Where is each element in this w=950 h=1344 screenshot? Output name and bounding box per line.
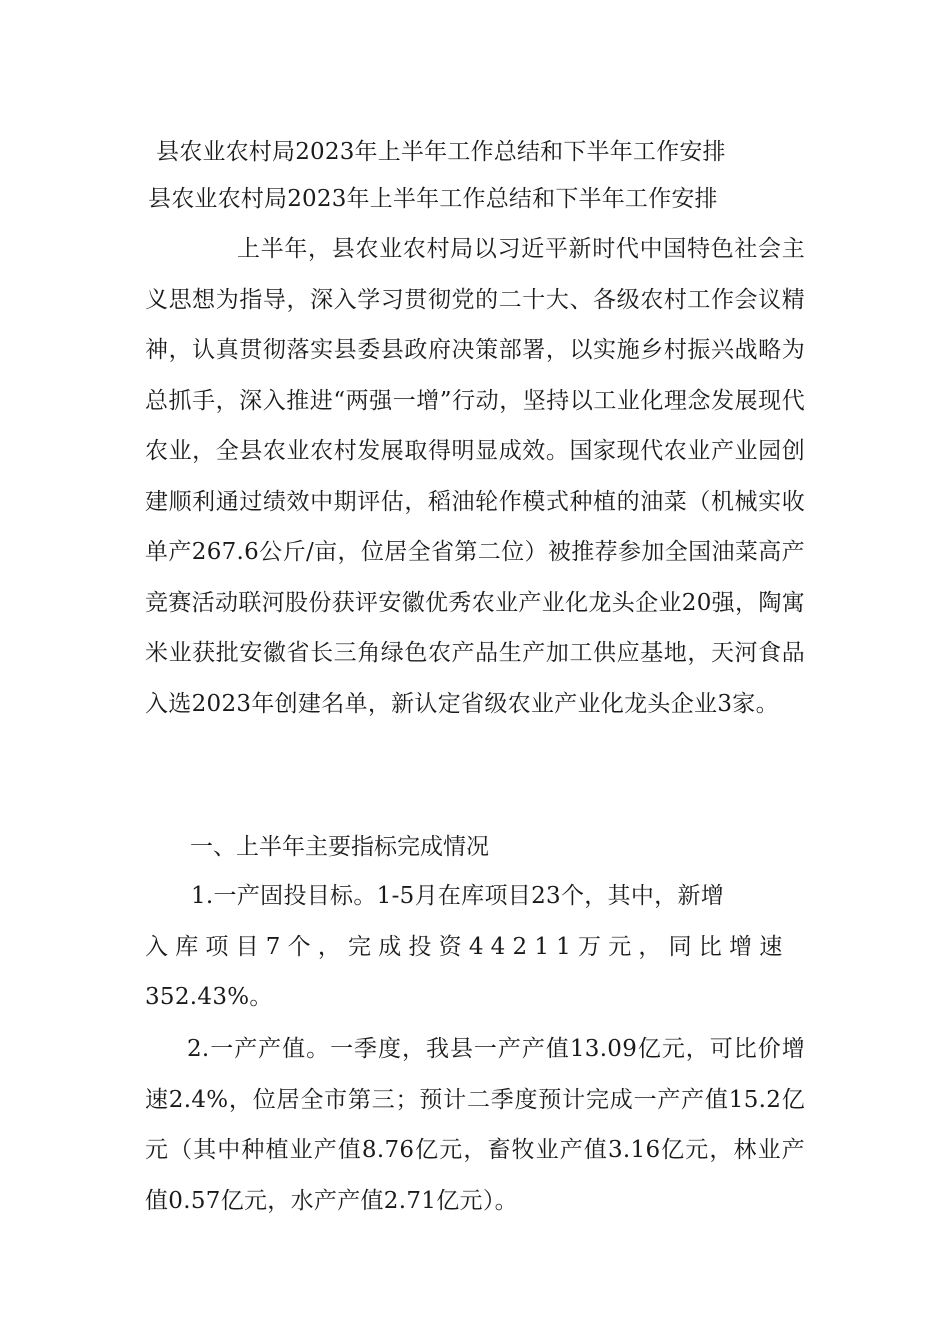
list-item-output-value: 2.一产产值。一季度，我县一产产值13.09亿元，可比价增速2.4%，位居全市第三；预计二季度预计完成一产产值15.2亿元（其中种植业产值8.76亿元，畜牧业产值3.16亿元，林业产值0.57亿元，水产产值2.71亿元）。 <box>145 1036 805 1214</box>
document-subtitle: 县农业农村局2023年上半年工作总结和下半年工作安排 <box>148 186 718 212</box>
list-item-text-b: 入库项目7个，完成投资44211万元，同比增速 <box>145 933 790 960</box>
intro-paragraph: 上半年，县农业农村局以习近平新时代中国特色社会主义思想为指导，深入学习贯彻党的二十大、各级农村工作会议精神，认真贯彻落实县委县政府决策部署，以实施乡村振兴战略为总抓手，深入推进“两强一增”行动，坚持以工业化理念发展现代农业，全县农业农村发展取得明显成效。国家现代农业产业园创建顺利通过绩效中期评估，稻油轮作模式种植的油菜（机械实收单产267.6公斤/亩，位居全省第二位）被推荐参加全国油菜高产竞赛活动联河股份获评安徽优秀农业产业化龙头企业20强，陶寓米业获批安徽省长三角绿色农产品生产加工供应基地，天河食品入选2023年创建名单，新认定省级农业产业化龙头企业3家。 <box>145 236 805 717</box>
list-item-text-a: 1.一产固投目标。1-5月在库项目23个，其中，新增 <box>191 883 725 909</box>
list-item-text-c: 352.43%。 <box>145 984 273 1010</box>
list-item-fixed-investment <box>145 871 805 1023</box>
section-heading: 一、上半年主要指标完成情况 <box>190 834 489 860</box>
document-title: 县农业农村局2023年上半年工作总结和下半年工作安排 <box>156 139 726 165</box>
